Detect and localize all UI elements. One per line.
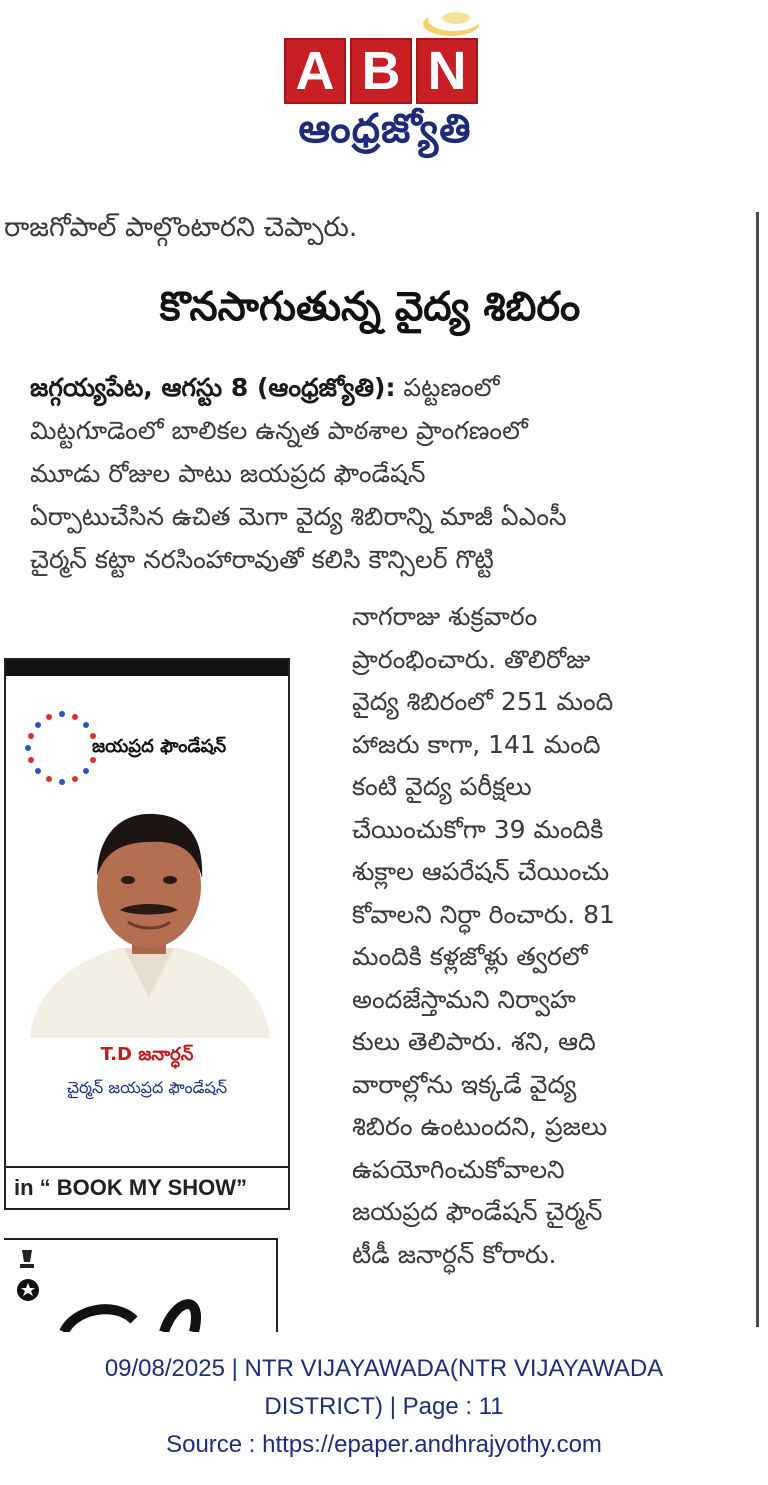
footer-date-edition: 09/08/2025 | NTR VIJAYAWADA(NTR VIJAYAWADA xyxy=(104,1355,664,1382)
lead-line: ఏర్పాటుచేసిన ఉచిత మెగా వైద్య శిబిరాన్ని మాజీ ఏఎంసీ xyxy=(30,502,567,531)
body-line: ఉపయోగించుకోవాలని xyxy=(352,1154,565,1184)
chairman-portrait-image xyxy=(20,798,278,1038)
body-line: శిబిరం ఉంటుందని, ప్రజలు xyxy=(352,1112,608,1141)
article-headline: కొనసాగుతున్న వైద్య శిబిరం xyxy=(159,284,581,330)
lead-line: మూడు రోజుల పాటు జయప్రద ఫౌండేషన్ xyxy=(30,459,426,488)
partial-advertisement xyxy=(4,1238,278,1332)
article-body xyxy=(352,596,732,1276)
lead-line: మిట్టగూడెంలో బాలికల ఉన్నత పాఠశాల ప్రాంగణంలో xyxy=(30,416,528,445)
ad-top-bar xyxy=(6,660,288,676)
body-line: చేయించుకోగా 39 మందికి xyxy=(352,814,604,844)
body-line: మందికి కళ్లజోళ్లు త్వరలో xyxy=(352,942,588,971)
body-line: శుక్లాల ఆపరేషన్ చేయించు xyxy=(352,857,610,886)
body-line: వారాల్లోను ఇక్కడే వైద్య xyxy=(352,1069,577,1099)
brand-name-telugu: ఆంధ్రజ్యోతి xyxy=(298,106,472,152)
column-divider xyxy=(756,212,759,1327)
article xyxy=(0,200,768,1330)
footer-district-page: DISTRICT) | Page : 11 xyxy=(264,1393,504,1420)
body-line: ప్రారంభించారు. తొలిరోజు xyxy=(352,644,591,674)
source-footer xyxy=(0,1350,768,1464)
ad-person-name: T.D జనార్ధన్ xyxy=(100,1044,194,1065)
body-line: వైద్య శిబిరంలో 251 మంది xyxy=(352,687,614,716)
lead-line xyxy=(30,366,730,409)
lead-text: పట్టణంలో xyxy=(403,373,500,402)
ad-person-role: చైర్మన్ జయప్రద ఫౌండేషన్ xyxy=(66,1078,228,1097)
ad-bottom-caption: in “ BOOK MY SHOW” xyxy=(6,1166,288,1208)
foundation-advertisement xyxy=(4,658,290,1210)
abn-logo xyxy=(284,38,478,104)
body-line: కోవాలని నిర్ధా రించారు. 81 xyxy=(352,899,615,929)
abn-letter-n: N xyxy=(416,38,478,104)
lead-line: చైర్మన్ కట్టా నరసింహారావుతో కలిసి కౌన్సిలర్ గొట్టి xyxy=(30,545,494,574)
article-lead xyxy=(30,366,730,581)
body-line: కంటి వైద్య పరీక్షలు xyxy=(352,772,532,801)
abn-letter-b: B xyxy=(350,38,412,104)
body-line: హాజరు కాగా, 141 మంది xyxy=(352,729,601,759)
body-line: జయప్రద ఫౌండేషన్ చైర్మన్ xyxy=(352,1197,603,1226)
previous-article-line: రాజగోపాల్ పాల్గొంటారని చెప్పారు. xyxy=(4,212,358,243)
partial-ad-graphic xyxy=(4,1240,276,1332)
body-line: నాగరాజు శుక్రవారం xyxy=(352,602,538,631)
dateline: జగ్గయ్యపేట, ఆగస్టు 8 (ఆంధ్రజ్యోతి): xyxy=(30,373,396,402)
body-line: అందజేస్తామని నిర్వాహ xyxy=(352,984,576,1014)
footer-source-link[interactable]: Source : https://epaper.andhrajyothy.com xyxy=(166,1431,602,1458)
body-line: కులు తెలిపారు. శని, ఆది xyxy=(352,1027,596,1056)
ad-foundation-name: జయప్రద ఫౌండేషన్ xyxy=(92,736,227,757)
body-line: టీడీ జనార్ధన్ కోరారు. xyxy=(352,1239,557,1269)
masthead xyxy=(0,0,768,180)
crescent-logo-icon xyxy=(420,4,482,38)
abn-letter-a: A xyxy=(284,38,346,104)
